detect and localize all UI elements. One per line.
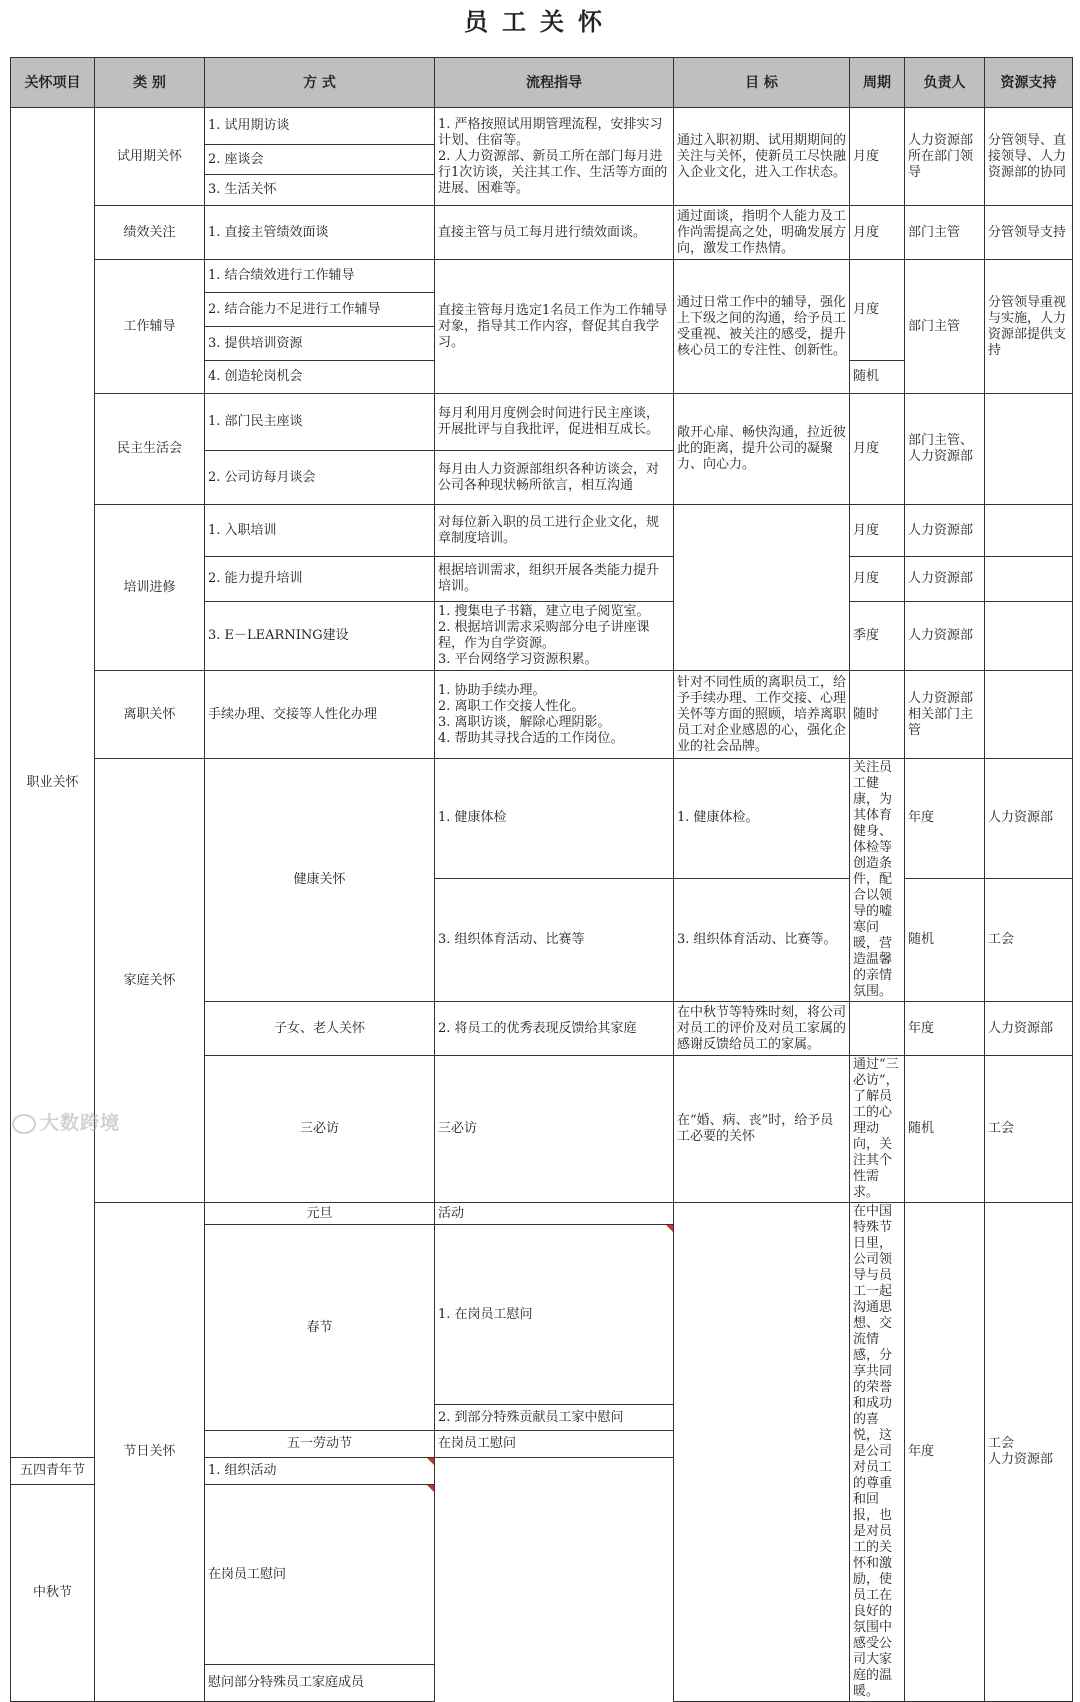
owner-cell: 人力资源部相关部门主管: [905, 671, 985, 759]
table-row: [11, 394, 1073, 451]
support-cell: 分管领导、直接领导、人力资源部的协同: [985, 108, 1073, 206]
cycle-cell: 月度: [850, 108, 905, 206]
support-cell: 分管领导支持: [985, 206, 1073, 260]
cycle-cell: 随机: [905, 878, 985, 1001]
group-career: 职业关怀: [11, 108, 95, 1458]
method-cell: 1. 入职培训: [205, 505, 435, 557]
category-children: 子女、老人关怀: [205, 1002, 435, 1056]
method-cell: 2. 能力提升培训: [205, 557, 435, 602]
owner-cell: 工会 人力资源部: [985, 1203, 1073, 1702]
cycle-cell: 年度: [905, 1002, 985, 1056]
owner-cell: 人力资源部: [905, 505, 985, 557]
goal-cell: 通过面谈，指明个人能力及工作尚需提高之处，明确发展方向，激发工作热情。: [674, 206, 850, 260]
festival-midautumn: 中秋节: [11, 1485, 95, 1702]
method-cell: 3. 组织体育活动、比赛等: [435, 878, 674, 1001]
method-cell: 慰问部分特殊员工家庭成员: [205, 1665, 435, 1702]
goal-cell: [674, 505, 850, 671]
category-three-visits: 三必访: [205, 1056, 435, 1203]
owner-cell: 人力资源部所在部门领导: [905, 108, 985, 206]
goal-cell: 在中国特殊节日里，公司领导与员工一起沟通思想、交流情感，分享共同的荣誉和成功的喜悦，这是公司对员工的尊重和回报，也是对员工的关怀和激励，使员工在良好的氛围中感受公司大家庭的温暖。: [850, 1203, 905, 1702]
group-family: 家庭关怀: [95, 759, 205, 1203]
category-training: 培训进修: [95, 505, 205, 671]
process-cell: 1. 搜集电子书籍，建立电子阅览室。 2. 根据培训需求采购部分电子讲座课程，作为自学资源。 3. 平台网络学习资源积累。: [435, 602, 674, 671]
header-support: 资源支持: [985, 58, 1073, 108]
category-coaching: 工作辅导: [95, 260, 205, 394]
cycle-cell: 年度: [905, 759, 985, 879]
chat-bubble-icon: [12, 1114, 36, 1134]
category-democratic: 民主生活会: [95, 394, 205, 505]
group-festival: 节日关怀: [95, 1203, 205, 1702]
header-process: 流程指导: [435, 58, 674, 108]
cycle-cell: 月度: [850, 260, 905, 361]
header-goal: 目 标: [674, 58, 850, 108]
table-row: [11, 505, 1073, 557]
table-row: [11, 1203, 1073, 1225]
method-cell: 3. 生活关怀: [205, 175, 435, 206]
method-cell: 1. 健康体检: [435, 759, 674, 879]
header-method: 方 式: [205, 58, 435, 108]
cycle-cell: 月度: [850, 394, 905, 505]
process-cell: 3. 组织体育活动、比赛等。: [674, 878, 850, 1001]
method-cell: 2. 结合能力不足进行工作辅导: [205, 293, 435, 327]
watermark-text: 大数跨境: [40, 1112, 121, 1134]
method-cell: 手续办理、交接等人性化办理: [205, 671, 435, 759]
process-cell: 在“婚、病、丧”时，给予员工必要的关怀: [674, 1056, 850, 1203]
goal-cell: 通过“三必访”，了解员工的心理动向，关注其个性需求。: [850, 1056, 905, 1203]
method-cell: 1. 结合绩效进行工作辅导: [205, 260, 435, 293]
festival-spring: 春节: [205, 1225, 435, 1431]
owner-cell: 人力资源部: [905, 602, 985, 671]
cycle-cell: 月度: [850, 505, 905, 557]
method-cell: 1. 部门民主座谈: [205, 394, 435, 451]
method-cell: 1. 直接主管绩效面谈: [205, 206, 435, 260]
watermark: [12, 1108, 120, 1135]
goal-cell: 通过日常工作中的辅导，强化上下级之间的沟通，给予员工受重视、被关注的感受，提升核心员工的专注性、创新性。: [674, 260, 850, 394]
support-cell: 分管领导重视与实施，人力资源部提供支持: [985, 260, 1073, 394]
owner-cell: 人力资源部: [905, 557, 985, 602]
cycle-cell: 季度: [850, 602, 905, 671]
cycle-cell: 随时: [850, 671, 905, 759]
cycle-cell: 随机: [905, 1056, 985, 1203]
table-row: [11, 759, 1073, 879]
goal-cell: 敞开心扉、畅快沟通，拉近彼此的距离，提升公司的凝聚力、向心力。: [674, 394, 850, 505]
process-cell: 对每位新入职的员工进行企业文化，规章制度培训。: [435, 505, 674, 557]
goal-cell: 针对不同性质的离职员工，给予手续办理、工作交接、心理关怀等方面的照顾，培养离职员工对企业感恩的心，强化企业的社会品牌。: [674, 671, 850, 759]
process-cell: 1. 严格按照试用期管理流程，安排实习计划、住宿等。 2. 人力资源部、新员工所在部门每月进行1次访谈，关注其工作、生活等方面的进展、困难等。: [435, 108, 674, 206]
goal-cell: 关注员工健康，为其体育健身、体检等创造条件，配合以领导的嘘寒问暖，营造温馨的亲情氛围。: [850, 759, 905, 1002]
method-cell: 1. 试用期访谈: [205, 108, 435, 145]
owner-cell: 部门主管: [905, 206, 985, 260]
category-performance: 绩效关注: [95, 206, 205, 260]
category-health: 健康关怀: [205, 759, 435, 1002]
cycle-cell: 月度: [850, 206, 905, 260]
process-cell: 根据培训需求，组织开展各类能力提升培训。: [435, 557, 674, 602]
goal-cell: 通过入职初期、试用期期间的关注与关怀，使新员工尽快融入企业文化，进入工作状态。: [674, 108, 850, 206]
support-cell: [985, 671, 1073, 759]
method-cell: 4. 创造轮岗机会: [205, 361, 435, 394]
process-cell: 每月由人力资源部组织各种访谈会，对公司各种现状畅所欲言，相互沟通: [435, 451, 674, 505]
support-cell: [985, 394, 1073, 505]
method-cell: 在岗员工慰问: [435, 1431, 674, 1458]
method-cell: 三必访: [435, 1056, 674, 1203]
owner-cell: 部门主管、人力资源部: [905, 394, 985, 505]
support-cell: [985, 505, 1073, 557]
process-cell: 每月利用月度例会时间进行民主座谈，开展批评与自我批评，促进相互成长。: [435, 394, 674, 451]
process-cell: 直接主管与员工每月进行绩效面谈。: [435, 206, 674, 260]
process-cell: 直接主管每月选定1名员工作为工作辅导对象，指导其工作内容，督促其自我学习。: [435, 260, 674, 394]
method-cell: 2. 公司访每月谈会: [205, 451, 435, 505]
table-row: [11, 206, 1073, 260]
festival-labor: 五一劳动节: [205, 1431, 435, 1458]
process-cell: 在中秋节等特殊时刻，将公司对员工的评价及对员工家属的感谢反馈给员工的家属。: [674, 1002, 850, 1056]
method-cell: 3. 提供培训资源: [205, 327, 435, 361]
process-cell: 1. 协助手续办理。 2. 离职工作交接人性化。 3. 离职访谈，解除心理阴影。 4. 帮助其寻找合适的工作岗位。: [435, 671, 674, 759]
cycle-cell: 年度: [905, 1203, 985, 1702]
header-category: 类 别: [95, 58, 205, 108]
method-cell: 2. 到部分特殊贡献员工家中慰问: [435, 1405, 674, 1431]
owner-cell: 工会: [985, 878, 1073, 1001]
goal-cell: [850, 1002, 905, 1056]
cycle-cell: 月度: [850, 557, 905, 602]
method-cell: 2. 座谈会: [205, 145, 435, 175]
category-resign: 离职关怀: [95, 671, 205, 759]
owner-cell: 部门主管: [905, 260, 985, 394]
festival-youth: 五四青年节: [11, 1458, 95, 1485]
method-cell: 活动: [435, 1203, 674, 1225]
header-owner: 负责人: [905, 58, 985, 108]
method-cell: 在岗员工慰问: [205, 1485, 435, 1665]
method-cell: 1. 组织活动: [205, 1458, 435, 1485]
process-cell: [674, 1203, 850, 1702]
method-cell: 2. 将员工的优秀表现反馈给其家庭: [435, 1002, 674, 1056]
owner-cell: 工会: [985, 1056, 1073, 1203]
table-row: [11, 260, 1073, 293]
cycle-cell: 随机: [850, 361, 905, 394]
table-header-row: [11, 58, 1073, 108]
employee-care-table: [10, 57, 1073, 1702]
owner-cell: 人力资源部: [985, 1002, 1073, 1056]
page-title: 员工关怀: [464, 7, 616, 36]
process-cell: 1. 健康体检。: [674, 759, 850, 879]
header-care-item: 关怀项目: [11, 58, 95, 108]
method-cell: 3. E－LEARNING建设: [205, 602, 435, 671]
method-cell: 1. 在岗员工慰问: [435, 1225, 674, 1405]
support-cell: [985, 557, 1073, 602]
festival-newyear: 元旦: [205, 1203, 435, 1225]
owner-cell: 人力资源部: [985, 759, 1073, 879]
table-row: [11, 671, 1073, 759]
table-row: [11, 108, 1073, 145]
header-cycle: 周期: [850, 58, 905, 108]
support-cell: [985, 602, 1073, 671]
category-probation: 试用期关怀: [95, 108, 205, 206]
